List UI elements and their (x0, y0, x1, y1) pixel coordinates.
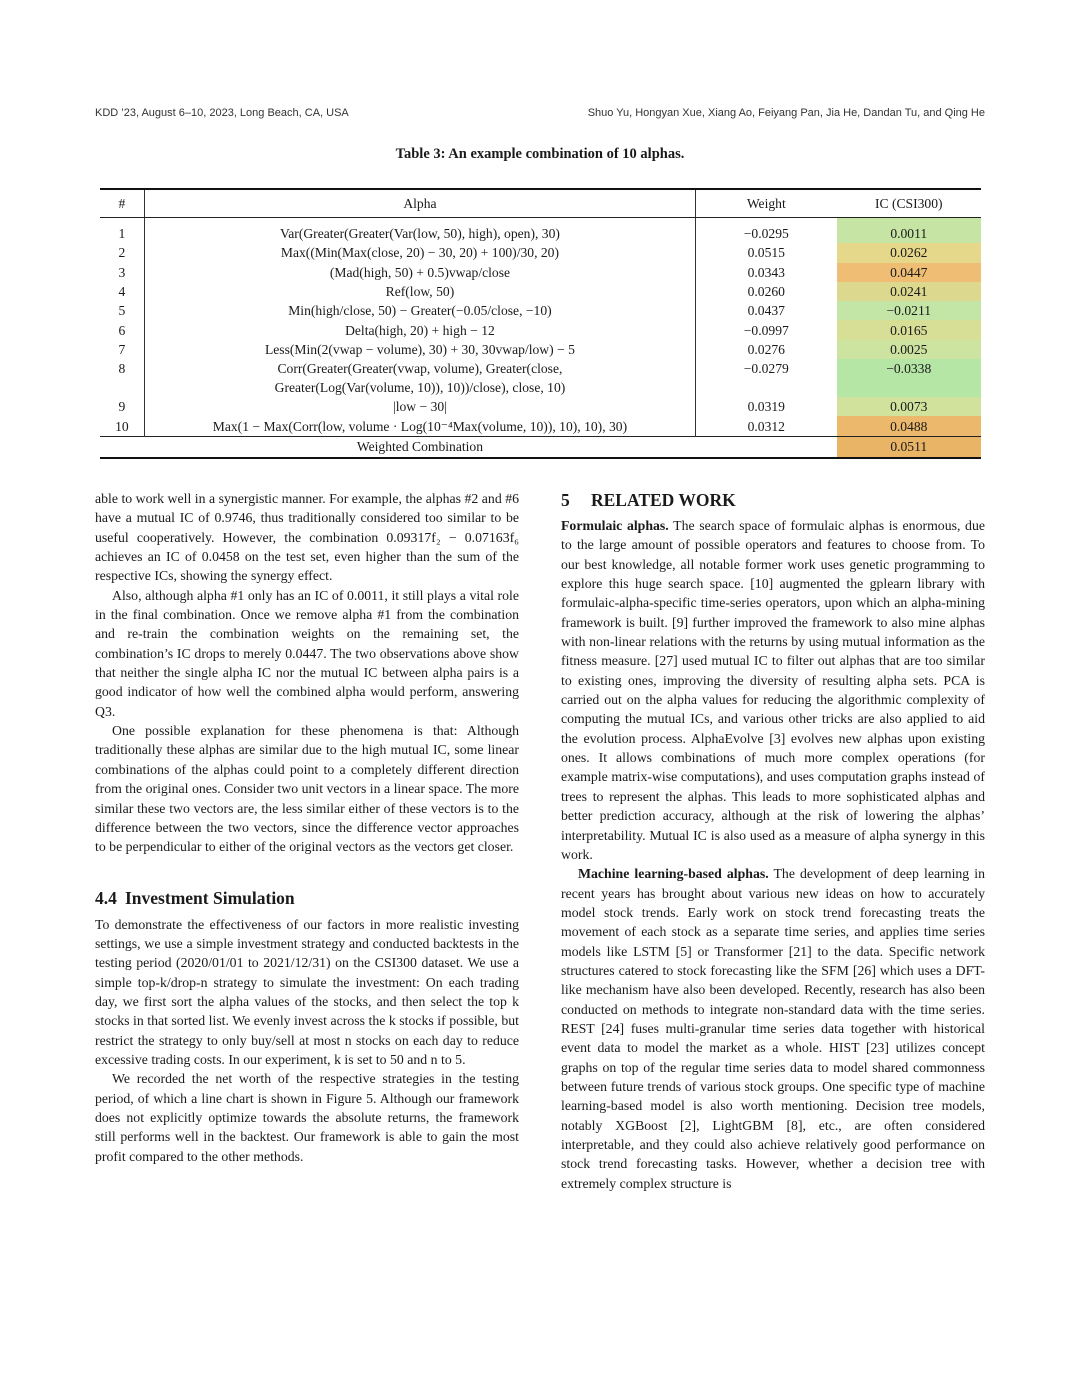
row-ic: 0.0262 (837, 243, 981, 262)
row-weight: 0.0515 (747, 245, 785, 261)
row-alpha: (Mad(high, 50) + 0.5)vwap/close (144, 263, 695, 282)
row-alpha: Ref(low, 50) (144, 282, 695, 301)
table-row (100, 320, 981, 339)
row-weight: −0.0997 (743, 322, 789, 338)
row-ic: −0.0338 (837, 359, 981, 397)
row-weight: 0.0343 (747, 264, 785, 280)
section-number: 4.4 (95, 887, 117, 908)
row-index: 9 (100, 397, 144, 416)
row-ic: 0.0025 (837, 340, 981, 359)
paragraph: One possible explanation for these phenomena is that: Although traditionally these alphas are similar due to the high mutual IC, some linear combinations of the alphas could point to a completely different direction from the original ones. Consider two unit vectors in a linear space. The more similar these two vectors are, the less similar either of these vectors is to the difference between the two vectors, since the difference vector approaches to be perpendicular to either of the original vectors as the vectors get closer. (95, 723, 519, 855)
row-index: 6 (100, 320, 144, 339)
row-index: 7 (100, 340, 144, 359)
table-row (100, 282, 981, 301)
section-heading (561, 489, 985, 511)
header-venue: KDD ’23, August 6–10, 2023, Long Beach, CA, USA (95, 107, 349, 119)
left-column (95, 489, 519, 1166)
section-title: Investment Simulation (125, 887, 295, 908)
row-ic: 0.0488 (837, 416, 981, 436)
table-row (100, 416, 981, 436)
row-weight: −0.0295 (743, 226, 789, 242)
row-weight: 0.0276 (747, 341, 785, 357)
row-weight: 0.0319 (747, 399, 785, 415)
row-alpha: Max((Min(Max(close, 20) − 30, 20) + 100)/30, 20) (144, 243, 695, 262)
paragraph: able to work well in a synergistic manner. For example, the alphas #2 and #6 have a mutual IC of 0.9746, thus traditionally considered too similar to be useful cooperatively. However, the combination 0.09317f₂ − 0.07163f₆ achieves an IC of 0.0458 on the test set, even higher than the sum of the respective ICs, showing the synergy effect. (95, 491, 519, 584)
table-row (100, 359, 981, 397)
paragraph: We recorded the net worth of the respective strategies in the testing period, of which a line chart is shown in Figure 5. Although our framework does not explicitly optimize towards the absolute returns, the framework still performs well in the backtest. Our framework is able to gain the most profit compared to the other methods. (95, 1071, 519, 1164)
row-index: 2 (100, 243, 144, 262)
row-alpha: Corr(Greater(Greater(vwap, volume), Greater(close, Greater(Log(Var(volume, 10)), 10))/close), close, 10) (144, 359, 695, 397)
row-ic: 0.0241 (837, 282, 981, 301)
col-header-weight: Weight (696, 189, 837, 218)
row-ic: 0.0447 (837, 263, 981, 282)
alpha-table (100, 188, 981, 459)
row-index: 3 (100, 263, 144, 282)
table-row (100, 263, 981, 282)
paragraph: Also, although alpha #1 only has an IC of 0.0011, it still plays a vital role in the final combination. Once we remove alpha #1 from the combination and re-train the combination weights on the remaining set, the combination’s IC drops to merely 0.0447. The two observations above show that neither the single alpha IC nor the mutual IC between alpha pairs is a good indicator of how well the combined alpha would perform, answering Q3. (95, 587, 519, 719)
row-index: 8 (100, 359, 144, 397)
row-ic: 0.0011 (837, 218, 981, 244)
row-index: 10 (100, 416, 144, 436)
combination-label: Weighted Combination (144, 436, 695, 458)
table-caption: Table 3: An example combination of 10 alphas. (395, 146, 685, 162)
row-index: 5 (100, 301, 144, 320)
row-ic: 0.0165 (837, 320, 981, 339)
paragraph-lead: Machine learning-based alphas. (578, 866, 769, 882)
row-alpha: Delta(high, 20) + high − 12 (144, 320, 695, 339)
row-alpha: Var(Greater(Greater(Var(low, 50), high), open), 30) (144, 218, 695, 244)
row-weight: 0.0260 (747, 284, 785, 300)
combination-row (100, 436, 981, 458)
paragraph: Formulaic alphas. The search space of formulaic alphas is enormous, due to the large amount of possible operators and features to choose from. To our best knowledge, all notable former work uses genetic programming to explore this huge search space. [10] augmented the gplearn library with formulaic-alpha-specific time-series operators, upon which an alpha-mining framework is built. [9] further improved the framework to also mine alphas with non-linear relations with the returns by using mutual information as the fitness measure. [27] used mutual IC to filter out alphas that are too similar to existing ones, improving the diversity of resulting alpha sets. PCA is carried out on the alpha values for reducing the algorithmic complexity of computing the mutual ICs, and various other tricks are also applied to aid the evolution process. AlphaEvolve [3] evolves new alphas upon existing ones. It allows combinations of much more complex operations (for example matrix-wise computations), and uses computation graphs instead of trees to represent the alphas. This leads to more sophisticated alphas and better prediction accuracy, although at the risk of lowering the alphas’ interpretability. Mutual IC is also used as a measure of alpha synergy in this work. (561, 518, 985, 862)
right-column (561, 489, 985, 1193)
col-header-alpha: Alpha (144, 189, 695, 218)
table-header-row (100, 189, 981, 218)
table-row (100, 243, 981, 262)
row-index: 1 (100, 218, 144, 244)
row-weight: −0.0279 (743, 361, 789, 377)
paragraph: Machine learning-based alphas. The development of deep learning in recent years has brought about various new ideas on how to accurately model stock trends. Early work on stock trend forecasting treats the movement of each stock as a separate time series, and applies time series models like LSTM [5] or Transformer [21] to the data. Specific network structures catered to stock forecasting like the SFM [26] which uses a DFT-like mechanism have also been developed. Recently, research has also been conducted on methods to integrate non-standard data with the time series. REST [24] fuses multi-granular time series data together with historical event data to model the market as a whole. HIST [23] utilizes concept graphs on top of the regular time series data to model shared commonness between future trends of various stock groups. One specific type of machine learning-based model is also worth mentioning. Decision tree models, notably XGBoost [2], LightGBM [8], etc., are often considered interpretable, and they could also achieve relatively good performance on stock trend forecasting tasks. However, whether a decision tree with extremely complex structure is (561, 866, 985, 1191)
section-heading (95, 887, 519, 909)
table-row (100, 340, 981, 359)
header-authors: Shuo Yu, Hongyan Xue, Xiang Ao, Feiyang Pan, Jia He, Dandan Tu, and Qing He (587, 107, 985, 119)
paragraph: To demonstrate the effectiveness of our factors in more realistic investing settings, we use a simple investment strategy and conducted backtests in the testing period (2020/01/01 to 2021/12/31) on the CSI300 dataset. We use a simple top-k/drop-n strategy to simulate the investment: On each trading day, we first sort the alpha values of the stocks, and then select the top k stocks in that sorted list. We evenly invest across the k stocks if possible, but restrict the strategy to only buy/sell at most n stocks on each day to reduce excessive trading costs. In our experiment, k is set to 50 and n to 5. (95, 916, 519, 1067)
row-index: 4 (100, 282, 144, 301)
section-title: RELATED WORK (591, 490, 736, 510)
row-alpha: Less(Min(2(vwap − volume), 30) + 30, 30vwap/low) − 5 (144, 340, 695, 359)
table-row (100, 301, 981, 320)
section-number: 5 (561, 490, 570, 510)
row-weight: 0.0312 (747, 418, 785, 434)
paragraph-lead: Formulaic alphas. (561, 518, 669, 533)
running-header (95, 107, 985, 123)
table-row (100, 218, 981, 244)
row-alpha: Min(high/close, 50) − Greater(−0.05/close, −10) (144, 301, 695, 320)
table-row (100, 397, 981, 416)
row-weight: 0.0437 (747, 303, 785, 319)
col-header-ic: IC (CSI300) (837, 189, 981, 218)
row-ic: −0.0211 (837, 301, 981, 320)
combination-ic: 0.0511 (837, 436, 981, 458)
row-alpha: Max(1 − Max(Corr(low, volume · Log(10⁻⁴Max(volume, 10)), 10), 10), 30) (144, 416, 695, 436)
row-ic: 0.0073 (837, 397, 981, 416)
col-header-index: # (100, 189, 144, 218)
row-alpha: |low − 30| (144, 397, 695, 416)
